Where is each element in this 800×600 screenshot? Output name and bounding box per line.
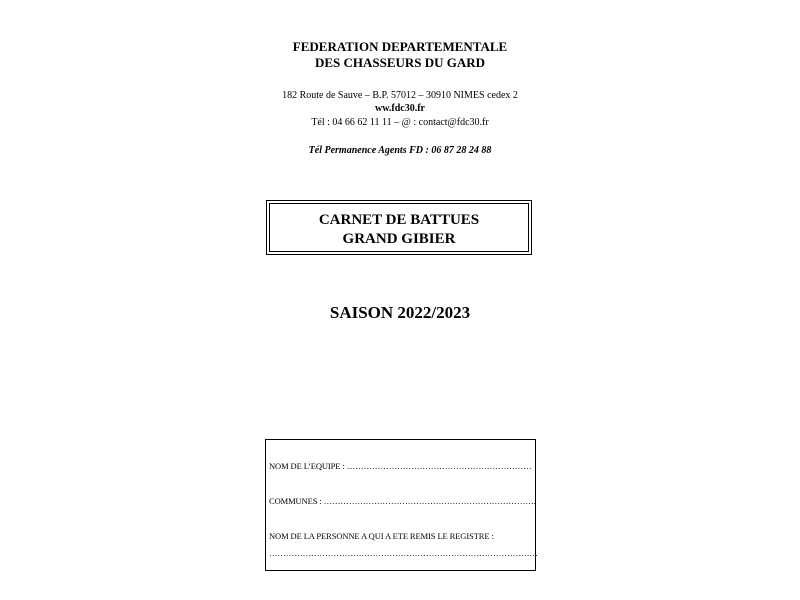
website: ww.fdc30.fr — [375, 103, 425, 114]
title-line-1: CARNET DE BATTUES — [318, 212, 480, 228]
team-name-field: NOM DE L’EQUIPE : ………………………………………………………… — [269, 461, 532, 471]
title-line-2: GRAND GIBIER — [342, 231, 456, 247]
person-name-label: NOM DE LA PERSONNE A QUI A ETE REMIS LE REGISTRE : — [269, 531, 494, 541]
permanence-phone: Tél Permanence Agents FD : 06 87 28 24 88 — [308, 145, 492, 156]
postal-address: 182 Route de Sauve – B.P. 57012 – 30910 NIMES cedex 2 — [282, 90, 518, 101]
title-box-inner — [269, 203, 529, 252]
person-name-dots: …………………………………………………………………………………… — [269, 548, 538, 558]
contact-line: Tél : 04 66 62 11 11 – @ : contact@fdc30.fr — [311, 117, 489, 128]
communes-field: COMMUNES : …………………………………………………………………. — [269, 496, 536, 506]
title-box — [266, 200, 532, 255]
season-heading: SAISON 2022/2023 — [329, 303, 471, 322]
registration-form-box — [265, 439, 536, 571]
federation-name-line-1: FEDERATION DEPARTEMENTALE — [292, 39, 508, 54]
federation-name-line-2: DES CHASSEURS DU GARD — [314, 55, 486, 70]
